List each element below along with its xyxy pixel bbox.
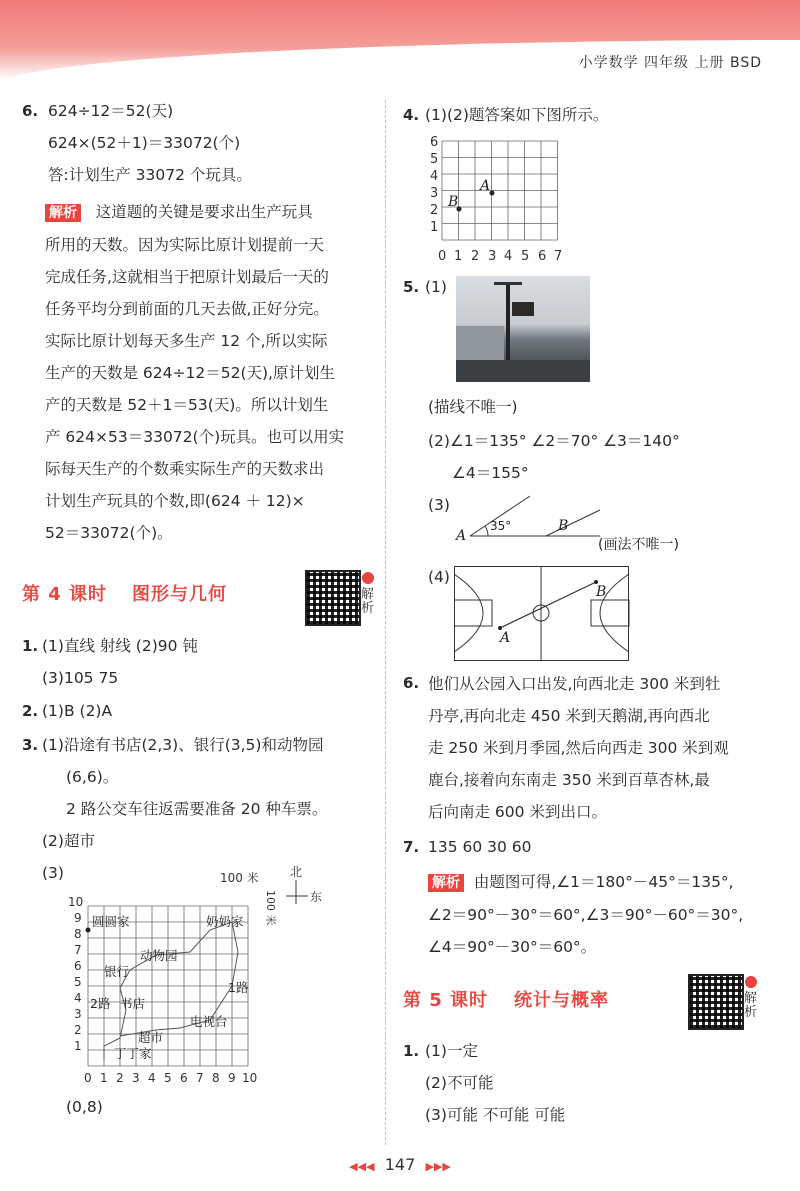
jiexi1-line: 实际比原计划每天多生产 12 个,所以实际 [45,332,328,350]
street-photo [456,276,590,382]
map-y-tick: 8 [74,927,82,941]
map-x-tick: 8 [212,1071,220,1085]
grid-y-tick: 2 [430,203,439,218]
point-a-label: A [480,178,491,194]
point-a-label: A [456,528,467,544]
a7-jiexi-line: ∠2＝90°－30°＝60°,∠3＝90°－60°＝30°, [428,906,744,924]
a7-jiexi-block [428,866,778,963]
lamp-arm [494,282,522,285]
a6-number: 6. [403,674,420,692]
jiexi1-line: 所用的天数。因为实际比原计划提前一天 [45,236,325,254]
a7-number: 7. [403,838,420,856]
parallel-line [546,510,600,536]
scale-horizontal: 100 米 [220,871,259,885]
b1-line1: (1)一定 [425,1042,478,1060]
a7-jiexi-line: ∠4＝90°－30°＝60°。 [428,938,597,956]
map-x-tick: 7 [196,1071,204,1085]
place-label: 书店 [120,996,146,1011]
a5-p3: (3) [428,496,450,514]
a5-p2-line2: ∠4＝155° [452,464,529,482]
grid-y-tick: 1 [430,220,439,235]
a1-line1: (1)直线 射线 (2)90 钝 [42,637,198,655]
traffic-sign [512,302,534,316]
a6-line: 走 250 米到月季园,然后向西走 300 米到观 [428,739,729,757]
page-number: 147 [384,1155,416,1174]
point-b-label: B [558,518,569,534]
map-x-tick: 0 [84,1071,92,1085]
qr-code-icon[interactable] [688,974,744,1030]
road [456,360,590,382]
place-label: 电视台 [190,1014,228,1029]
map-x-tick: 1 [100,1071,108,1085]
jiexi1-line: 52＝33072(个)。 [45,524,173,542]
a5-p1-note: (描线不唯一) [428,398,518,416]
a1-number: 1. [22,637,39,655]
map-x-tick: 3 [132,1071,140,1085]
jiexi1-line: 任务平均分到前面的几天去做,正好分完。 [45,300,329,318]
map-x-ticks [84,1071,257,1085]
a7-jiexi-line: 由题图可得,∠1＝180°－45°＝135°, [473,873,734,891]
a3-line5: (3) [42,864,64,882]
play-icon [745,976,757,988]
q6-line3: 答:计划生产 33072 个玩具。 [48,166,252,184]
qr-label: 解析 [744,991,758,1020]
a2-line1: (1)B (2)A [42,702,113,720]
a4-line1: (1)(2)题答案如下图所示。 [425,106,609,124]
grid-x-tick: 4 [504,249,513,264]
a6-line: 后向南走 600 米到出口。 [428,803,607,821]
angle-value: 35° [490,519,512,533]
map-y-tick: 10 [68,895,84,909]
next-arrows-icon: ▶▶▶ [425,1160,451,1173]
a1-line2: (3)105 75 [42,669,119,687]
a4-number: 4. [403,106,420,124]
map-y-tick: 2 [74,1023,82,1037]
map-x-tick: 10 [242,1071,258,1085]
header-label: 小学数学 四年级 上册 BSD [578,55,762,71]
map-y-tick: 5 [74,975,82,989]
jiexi1-line: 际每天生产的个数乘实际生产的天数求出 [45,460,325,478]
a3-number: 3. [22,736,39,754]
point-a-label: A [500,630,511,646]
jiexi-tag: 解析 [45,204,81,222]
map-x-tick: 6 [180,1071,188,1085]
grid-x-tick: 0 [438,249,447,264]
jiexi1-line: 完成任务,这就相当于把原计划最后一天的 [45,268,329,286]
place-label: 银行 [104,964,130,979]
q6-number: 6. [22,102,39,120]
column-divider [385,100,386,1145]
grid-y-tick: 6 [430,135,439,150]
point-a [490,191,495,196]
place-label: 动物园 [140,948,178,963]
basketball-court [454,566,634,662]
play-icon [362,572,374,584]
grid-y-tick: 4 [430,169,439,184]
map-x-tick: 9 [228,1071,236,1085]
map-y-tick: 9 [74,911,82,925]
qr-code-icon[interactable] [305,570,361,626]
section5-title: 统计与概率 [514,990,609,1011]
a5-p4: (4) [428,568,450,586]
grid-x-tick: 6 [538,249,547,264]
place-label: 丁丁家 [114,1046,152,1061]
a3-line1: (1)沿途有书店(2,3)、银行(3,5)和动物园 [42,736,324,754]
map-y-ticks [68,895,83,1053]
a5-p2-line1: (2)∠1＝135° ∠2＝70° ∠3＝140° [428,432,680,450]
page-footer [0,1155,800,1174]
jiexi-tag: 解析 [428,874,464,892]
grid-x-tick: 3 [488,249,497,264]
place-label: 奶奶家 [206,914,244,929]
place-label: 2路 [90,996,111,1011]
angle-diagram [450,494,730,554]
q6-line1: 624÷12＝52(天) [48,102,174,120]
map-y-tick: 1 [74,1039,82,1053]
a5-p1: (1) [425,278,447,296]
grid-x-tick: 2 [471,249,480,264]
angle-arc [485,526,488,536]
drawing-note: (画法不唯一) [598,537,679,553]
a5-number: 5. [403,278,420,296]
a3-line3: 2 路公交车往返需要准备 20 种车票。 [66,800,328,818]
route-line [104,922,238,1060]
jiexi1-line: 计划生产玩具的个数,即(624 ＋ 12)× [45,492,305,510]
grid-x-tick: 1 [454,249,463,264]
grid-y-tick: 3 [430,186,439,201]
grid-x-tick: 5 [521,249,530,264]
jiexi1-line: 产的天数是 52＋1＝53(天)。所以计划生 [45,396,329,414]
route-map [60,860,330,1090]
coordinate-grid [418,130,578,266]
a3-line2: (6,6)。 [66,768,119,786]
jiexi1-block [45,196,373,549]
place-label: 超市 [138,1030,164,1045]
a3-line6: (0,8) [66,1098,103,1116]
yuanyuan-home-dot [86,928,91,933]
qr-label: 解析 [361,587,375,616]
map-y-tick: 7 [74,943,82,957]
grid-y-tick: 5 [430,152,439,167]
point-b-label: B [596,584,607,600]
map-y-tick: 6 [74,959,82,973]
east-label: 东 [310,890,323,904]
place-label: 1路 [228,980,249,995]
section5-label: 第 5 课时 [403,990,489,1011]
map-y-tick: 4 [74,991,82,1005]
map-x-tick: 2 [116,1071,124,1085]
a6-line: 丹亭,再向北走 450 米到天鹅湖,再向西北 [428,707,710,725]
grid-x-tick: 7 [554,249,563,264]
b1-line3: (3)可能 不可能 可能 [425,1106,566,1124]
jiexi1-line: 产 624×53＝33072(个)玩具。也可以用实 [45,428,345,446]
b1-line2: (2)不可能 [425,1074,494,1092]
map-y-tick: 3 [74,1007,82,1021]
prev-arrows-icon: ◀◀◀ [349,1160,375,1173]
map-x-tick: 5 [164,1071,172,1085]
section4-label: 第 4 课时 [22,584,108,605]
jiexi1-line: 生产的天数是 624÷12＝52(天),原计划生 [45,364,335,382]
a6-line: 他们从公园入口出发,向西北走 300 米到牡 [428,675,721,693]
scale-vertical: 100 米 [264,890,277,926]
map-x-tick: 4 [148,1071,156,1085]
jiexi1-line: 这道题的关键是要求出生产玩具 [95,203,313,221]
a2-number: 2. [22,702,39,720]
b1-number: 1. [403,1042,420,1060]
section4-title: 图形与几何 [132,584,227,605]
a3-line4: (2)超市 [42,832,95,850]
north-label: 北 [290,865,303,879]
a6-line: 鹿台,接着向东南走 350 米到百草杏林,最 [428,771,710,789]
point-b-label: B [448,194,459,210]
a6-block [428,668,773,828]
place-label: 圆圆家 [92,914,130,929]
q6-line2: 624×(52＋1)＝33072(个) [48,134,241,152]
a7-line1: 135 60 30 60 [428,838,532,856]
